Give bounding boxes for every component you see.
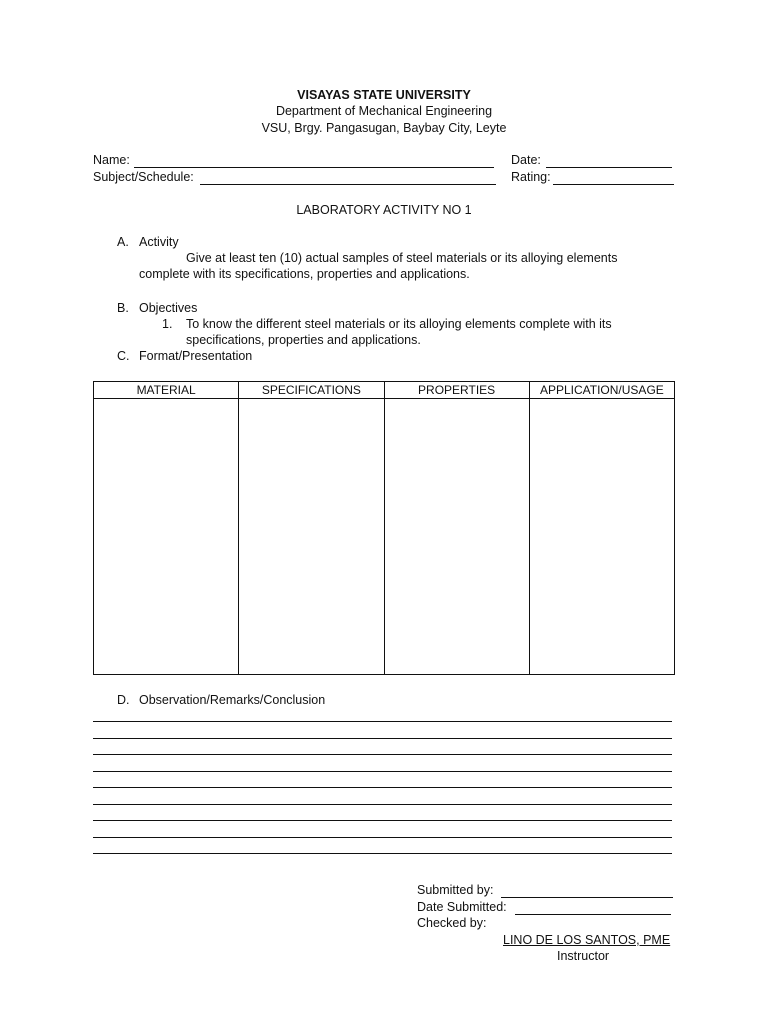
university-address: VSU, Brgy. Pangasugan, Baybay City, Leyte (261, 121, 507, 135)
section-d-marker: D. (117, 693, 130, 707)
submitted-by-field[interactable] (501, 897, 673, 898)
remarks-line[interactable] (93, 804, 672, 805)
remarks-line[interactable] (93, 754, 672, 755)
table-header-application-usage: APPLICATION/USAGE (529, 382, 674, 399)
section-b-marker: B. (117, 301, 129, 315)
remarks-line[interactable] (93, 721, 672, 722)
date-submitted-label: Date Submitted: (417, 900, 507, 914)
table-header-material: MATERIAL (94, 382, 239, 399)
remarks-line[interactable] (93, 787, 672, 788)
instructor-name: LINO DE LOS SANTOS, PME (503, 933, 671, 947)
remarks-line[interactable] (93, 853, 672, 854)
university-name: VISAYAS STATE UNIVERSITY (297, 88, 471, 102)
name-field[interactable] (134, 167, 494, 168)
section-a-marker: A. (117, 235, 129, 249)
activity-title: LABORATORY ACTIVITY NO 1 (296, 203, 472, 217)
section-c-marker: C. (117, 349, 130, 363)
section-d-title: Observation/Remarks/Conclusion (139, 693, 326, 707)
table-header-specifications: SPECIFICATIONS (239, 382, 384, 399)
name-label: Name: (93, 153, 130, 167)
department-name: Department of Mechanical Engineering (275, 104, 493, 118)
remarks-line[interactable] (93, 771, 672, 772)
section-c-title: Format/Presentation (139, 349, 253, 363)
objective-item-marker: 1. (162, 317, 173, 331)
section-a-text-line-2: complete with its specifications, properties and applications. (139, 267, 470, 281)
remarks-line[interactable] (93, 738, 672, 739)
table-cell-material[interactable] (94, 399, 239, 675)
checked-by-label: Checked by: (417, 916, 487, 930)
rating-field[interactable] (553, 184, 674, 185)
rating-label: Rating: (511, 170, 551, 184)
remarks-line[interactable] (93, 820, 672, 821)
table-cell-specifications[interactable] (239, 399, 384, 675)
remarks-line[interactable] (93, 837, 672, 838)
date-submitted-field[interactable] (515, 914, 671, 915)
subject-schedule-field[interactable] (200, 184, 496, 185)
subject-schedule-label: Subject/Schedule: (93, 170, 194, 184)
date-label: Date: (511, 153, 541, 167)
submitted-by-label: Submitted by: (417, 883, 494, 897)
instructor-title: Instructor (557, 949, 610, 963)
table-cell-application-usage[interactable] (529, 399, 674, 675)
materials-table (93, 381, 675, 675)
objective-item-line-2: specifications, properties and applications. (186, 333, 421, 347)
date-field[interactable] (546, 167, 672, 168)
section-a-text-line-1: Give at least ten (10) actual samples of steel materials or its alloying elements (186, 251, 618, 265)
objective-item-line-1: To know the different steel materials or its alloying elements complete with its (186, 317, 612, 331)
section-b-title: Objectives (139, 301, 198, 315)
section-a-title: Activity (139, 235, 179, 249)
table-cell-properties[interactable] (384, 399, 529, 675)
table-header-properties: PROPERTIES (384, 382, 529, 399)
